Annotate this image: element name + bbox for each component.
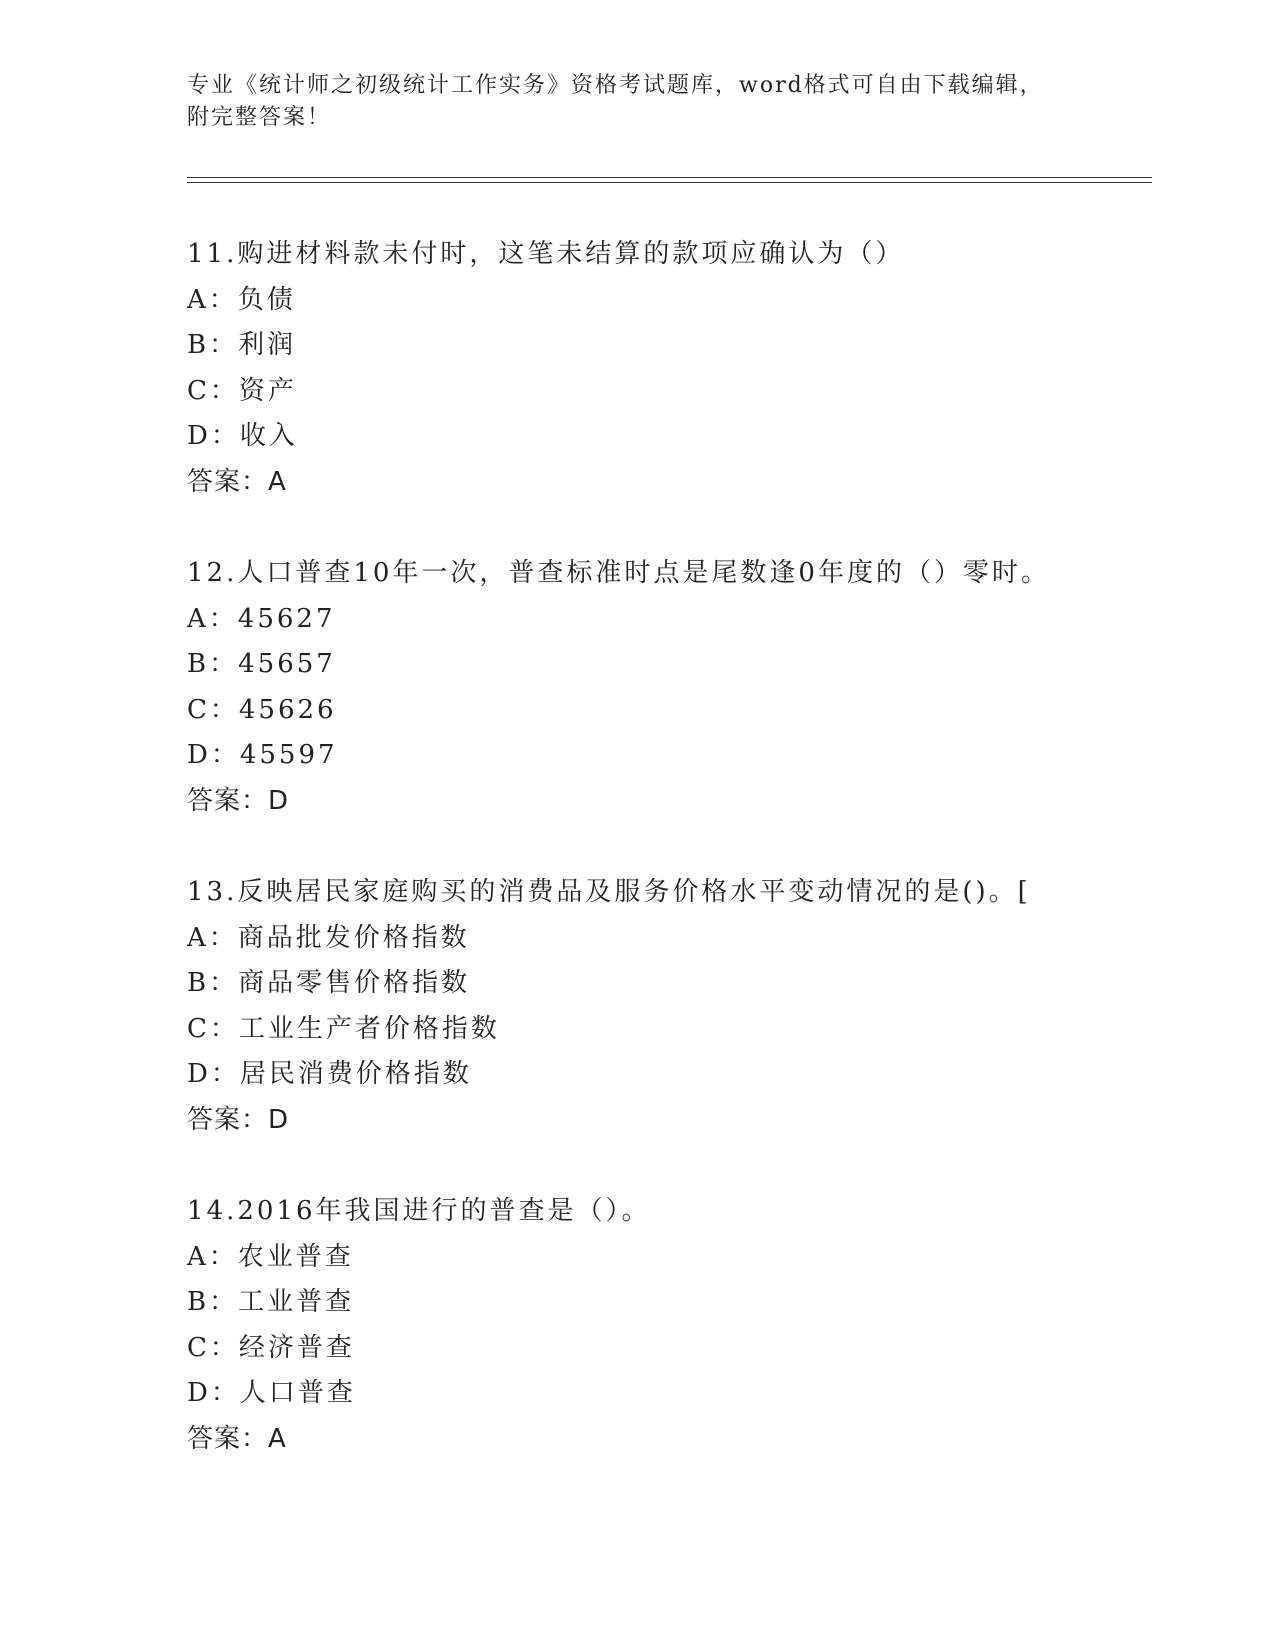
- answer-line: 答案：D: [187, 1104, 290, 1135]
- answer-line: 答案：D: [187, 785, 290, 816]
- question-stem: 12.人口普查10年一次，普查标准时点是尾数逢0年度的（）零时。: [187, 558, 1050, 588]
- answer-line: 答案：A: [187, 1423, 287, 1454]
- option-b: B：45657: [187, 649, 336, 679]
- option-a: A：商品批发价格指数: [187, 922, 470, 953]
- question-block-12: [187, 551, 1137, 870]
- document-header: [187, 70, 1087, 134]
- question-stem: 13.反映居民家庭购买的消费品及服务价格水平变动情况的是()。[: [187, 877, 1031, 907]
- option-c: C：经济普查: [187, 1332, 355, 1363]
- option-b: B：商品零售价格指数: [187, 968, 471, 998]
- question-list: [187, 232, 1137, 1508]
- option-d: D：45597: [187, 740, 338, 770]
- option-a: A：负债: [187, 284, 296, 315]
- option-d: D：人口普查: [187, 1378, 356, 1408]
- option-a: A：农业普查: [187, 1241, 354, 1272]
- option-b: B：利润: [187, 330, 297, 360]
- question-block-13: [187, 870, 1137, 1189]
- option-a: A：45627: [187, 603, 336, 634]
- option-d: D：居民消费价格指数: [187, 1059, 472, 1089]
- header-line-2: 附完整答案！: [187, 105, 332, 130]
- option-b: B：工业普查: [187, 1287, 355, 1317]
- option-c: C：资产: [187, 375, 297, 406]
- question-block-14: [187, 1189, 1137, 1508]
- header-divider-top: [187, 177, 1152, 178]
- header-divider-bottom: [187, 182, 1152, 183]
- option-c: C：45626: [187, 694, 337, 725]
- question-block-11: [187, 232, 1137, 551]
- header-line-1: 专业《统计师之初级统计工作实务》资格考试题库，word格式可自由下载编辑，: [187, 73, 1044, 98]
- option-c: C：工业生产者价格指数: [187, 1013, 500, 1044]
- question-stem: 14.2016年我国进行的普查是（）。: [187, 1196, 651, 1226]
- question-stem: 11.购进材料款未付时，这笔未结算的款项应确认为（）: [187, 239, 905, 269]
- option-d: D：收入: [187, 421, 298, 451]
- answer-line: 答案：A: [187, 466, 287, 497]
